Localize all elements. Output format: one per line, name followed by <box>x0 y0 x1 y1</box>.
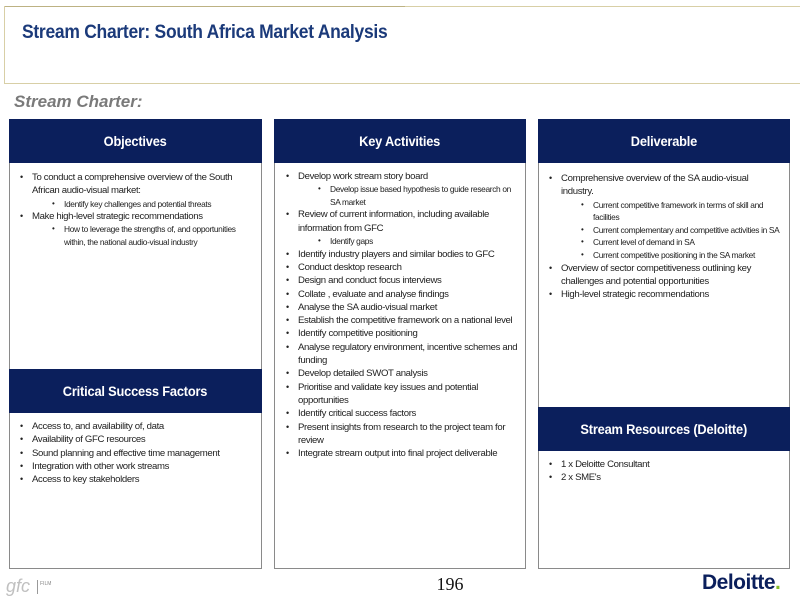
list-item: • Make high-level strategic recommendations <box>18 210 256 223</box>
csf-header <box>9 369 262 413</box>
list-item: • Sound planning and effective time management <box>18 447 256 460</box>
list-item: • Prioritise and validate key issues and potential opportunities <box>284 381 520 408</box>
list-item: • 2 x SME's <box>547 471 783 484</box>
key-activities-header <box>274 119 526 163</box>
deloitte-logo-dot: . <box>775 571 781 594</box>
csf-list <box>18 420 256 486</box>
list-item: • Availability of GFC resources <box>18 433 256 446</box>
deliverable-header-label: Deliverable <box>630 133 698 149</box>
list-item: • Integration with other work streams <box>18 460 256 473</box>
objectives-list <box>18 171 256 249</box>
list-item: • Identify critical success factors <box>284 407 520 420</box>
list-item: • 1 x Deloitte Consultant <box>547 458 783 471</box>
list-item: • Identify industry players and similar bodies to GFC <box>284 248 520 261</box>
list-item: • High-level strategic recommendations <box>547 288 783 301</box>
list-item: • Access to key stakeholders <box>18 473 256 486</box>
list-item: • Current complementary and competitive activities in SA <box>547 224 783 237</box>
list-item: • Identify gaps <box>284 235 520 248</box>
list-item: • Develop work stream story board <box>284 170 520 183</box>
title-top-rule <box>5 6 405 7</box>
deloitte-logo <box>702 571 780 595</box>
list-item: • To conduct a comprehensive overview of the South African audio-visual market: <box>18 171 256 198</box>
stream-resources-header <box>538 407 790 451</box>
list-item: • Access to, and availability of, data <box>18 420 256 433</box>
list-item: • Design and conduct focus interviews <box>284 274 520 287</box>
page-number: 196 <box>436 574 464 594</box>
gfc-logo-small-text: FILM <box>40 581 52 587</box>
list-item: • Current level of demand in SA <box>547 236 783 249</box>
key-activities-header-label: Key Activities <box>359 133 441 149</box>
list-item: • Collate , evaluate and analyse findings <box>284 288 520 301</box>
list-item: • Develop issue based hypothesis to guide research on SA market <box>284 183 520 208</box>
list-item: • Develop detailed SWOT analysis <box>284 367 520 380</box>
deliverable-list <box>547 172 783 301</box>
gfc-logo-text: gfc <box>6 576 31 596</box>
list-item: • Analyse regulatory environment, incentive schemes and funding <box>284 341 520 368</box>
list-item: • Comprehensive overview of the SA audio-visual industry. <box>547 172 783 199</box>
gfc-logo <box>6 575 58 597</box>
objectives-header <box>9 119 262 163</box>
objectives-header-label: Objectives <box>104 133 167 149</box>
stream-resources-header-label: Stream Resources (Deloitte) <box>580 421 748 437</box>
key-activities-list <box>284 170 520 460</box>
slide-title: Stream Charter: South Africa Market Analysis <box>22 22 388 43</box>
list-item: • Establish the competitive framework on a national level <box>284 314 520 327</box>
deloitte-logo-text: Deloitte <box>702 571 776 594</box>
csf-header-label: Critical Success Factors <box>63 383 208 399</box>
list-item: • Analyse the SA audio-visual market <box>284 301 520 314</box>
list-item: • Identify competitive positioning <box>284 327 520 340</box>
section-label: Stream Charter: <box>14 92 143 111</box>
stream-resources-list <box>547 458 783 485</box>
list-item: • How to leverage the strengths of, and opportunities within, the national audio-visual industry <box>18 223 256 248</box>
list-item: • Integrate stream output into final project deliverable <box>284 447 520 460</box>
list-item: • Overview of sector competitiveness outlining key challenges and potential opportunities <box>547 262 783 289</box>
list-item: • Review of current information, including available information from GFC <box>284 208 520 235</box>
deliverable-header <box>538 119 790 163</box>
list-item: • Present insights from research to the project team for review <box>284 421 520 448</box>
list-item: • Identify key challenges and potential threats <box>18 198 256 211</box>
list-item: • Current competitive positioning in the SA market <box>547 249 783 262</box>
list-item: • Conduct desktop research <box>284 261 520 274</box>
list-item: • Current competitive framework in terms of skill and facilities <box>547 199 783 224</box>
title-frame <box>4 6 800 84</box>
